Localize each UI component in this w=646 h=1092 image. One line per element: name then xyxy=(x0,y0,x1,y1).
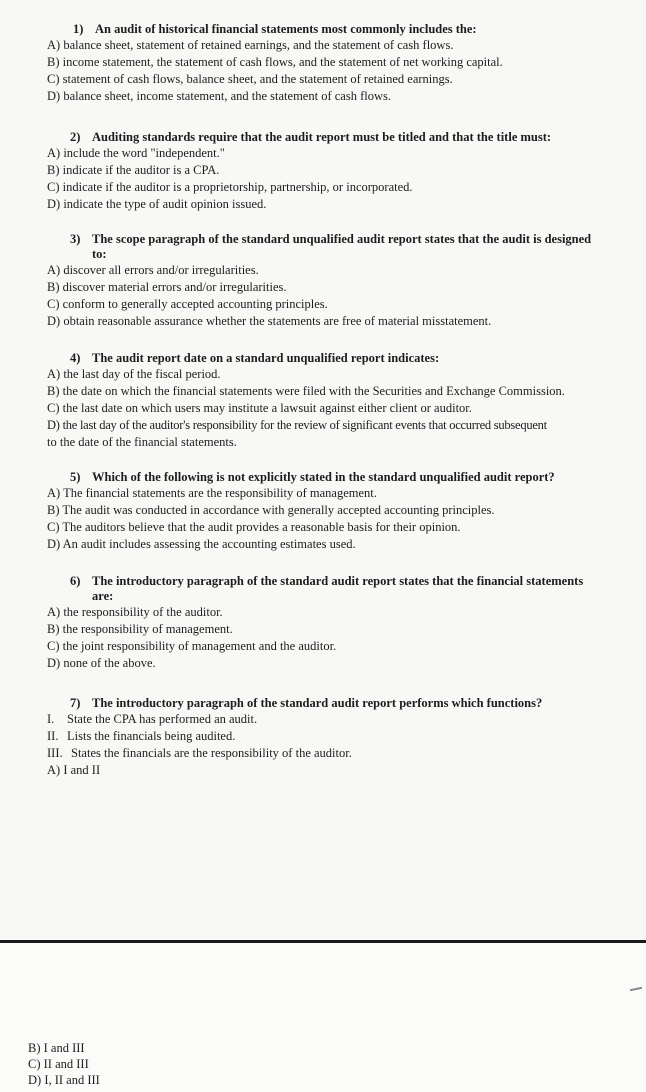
roman-text: Lists the financials being audited. xyxy=(67,729,236,743)
option: C) The auditors believe that the audit provides a reasonable basis for their opinion. xyxy=(47,520,461,534)
option: C) the joint responsibility of management and the auditor. xyxy=(47,639,337,653)
roman-numeral: II. xyxy=(47,729,59,743)
roman-numeral: III. xyxy=(47,746,63,760)
option-continued: to the date of the financial statements. xyxy=(47,435,237,449)
question-stem-continued: are: xyxy=(92,589,114,603)
option: C) II and III xyxy=(28,1057,89,1071)
question-number: 3) xyxy=(70,232,81,246)
question-4 xyxy=(0,351,646,451)
roman-item xyxy=(0,711,646,728)
question-stem xyxy=(0,574,646,589)
question-text: Auditing standards require that the audit report must be titled and that the title must: xyxy=(92,130,552,144)
question-text: The introductory paragraph of the standard audit report performs which functions? xyxy=(92,696,543,710)
question-7-continued-options xyxy=(28,1040,100,1088)
question-number: 2) xyxy=(70,130,81,144)
option: B) income statement, the statement of cash flows, and the statement of net working capital. xyxy=(47,55,503,69)
question-5 xyxy=(0,470,646,553)
question-1 xyxy=(0,22,646,105)
roman-numeral: I. xyxy=(47,712,55,726)
question-number: 4) xyxy=(70,351,81,365)
roman-item xyxy=(0,745,646,762)
question-text: The introductory paragraph of the standard audit report states that the financial statements xyxy=(92,574,584,588)
option: A) include the word "independent." xyxy=(47,146,225,160)
option: B) indicate if the auditor is a CPA. xyxy=(47,163,220,177)
option: A) the responsibility of the auditor. xyxy=(47,605,223,619)
option: D) balance sheet, income statement, and the statement of cash flows. xyxy=(47,89,391,103)
question-text: The audit report date on a standard unqualified report indicates: xyxy=(92,351,440,365)
option: A) The financial statements are the responsibility of management. xyxy=(47,486,377,500)
question-stem xyxy=(0,232,646,247)
option: A) the last day of the fiscal period. xyxy=(47,367,221,381)
option: B) I and III xyxy=(28,1041,85,1055)
option: B) the date on which the financial statements were filed with the Securities and Exchange Commission. xyxy=(47,384,565,398)
option: D) An audit includes assessing the accounting estimates used. xyxy=(47,537,356,551)
question-3 xyxy=(0,232,646,330)
option: D) obtain reasonable assurance whether the statements are free of material misstatement. xyxy=(47,314,492,328)
roman-text: States the financials are the responsibility of the auditor. xyxy=(71,746,352,760)
question-stem-continued: to: xyxy=(92,247,107,261)
roman-item xyxy=(0,728,646,745)
option: C) conform to generally accepted accounting principles. xyxy=(47,297,328,311)
option: C) statement of cash flows, balance sheet, and the statement of retained earnings. xyxy=(47,72,453,86)
option: A) I and II xyxy=(47,763,101,777)
option: D) none of the above. xyxy=(47,656,156,670)
question-stem xyxy=(0,351,646,366)
question-number: 7) xyxy=(70,696,81,710)
question-number: 1) xyxy=(73,22,84,36)
question-number: 5) xyxy=(70,470,81,484)
question-text: Which of the following is not explicitly stated in the standard unqualified audit report? xyxy=(92,470,555,484)
question-stem xyxy=(0,130,646,145)
question-number: 6) xyxy=(70,574,81,588)
option: B) the responsibility of management. xyxy=(47,622,233,636)
option: C) indicate if the auditor is a proprietorship, partnership, or incorporated. xyxy=(47,180,413,194)
roman-text: State the CPA has performed an audit. xyxy=(67,712,258,726)
option: B) discover material errors and/or irregularities. xyxy=(47,280,287,294)
option: A) discover all errors and/or irregularities. xyxy=(47,263,259,277)
question-stem xyxy=(0,470,646,485)
question-stem xyxy=(0,696,646,711)
question-2 xyxy=(0,130,646,213)
question-stem xyxy=(0,22,646,37)
option: D) indicate the type of audit opinion issued. xyxy=(47,197,267,211)
option: D) the last day of the auditor's responsibility for the review of significant events that occurred subsequent xyxy=(47,418,547,432)
question-text: An audit of historical financial statements most commonly includes the: xyxy=(95,22,477,36)
question-6 xyxy=(0,574,646,672)
option: D) I, II and III xyxy=(28,1073,100,1087)
question-7 xyxy=(0,696,646,779)
option: A) balance sheet, statement of retained earnings, and the statement of cash flows. xyxy=(47,38,454,52)
option: C) the last date on which users may institute a lawsuit against either client or auditor. xyxy=(47,401,472,415)
option: B) The audit was conducted in accordance with generally accepted accounting principles. xyxy=(47,503,495,517)
question-text: The scope paragraph of the standard unqualified audit report states that the audit is designed xyxy=(92,232,592,246)
